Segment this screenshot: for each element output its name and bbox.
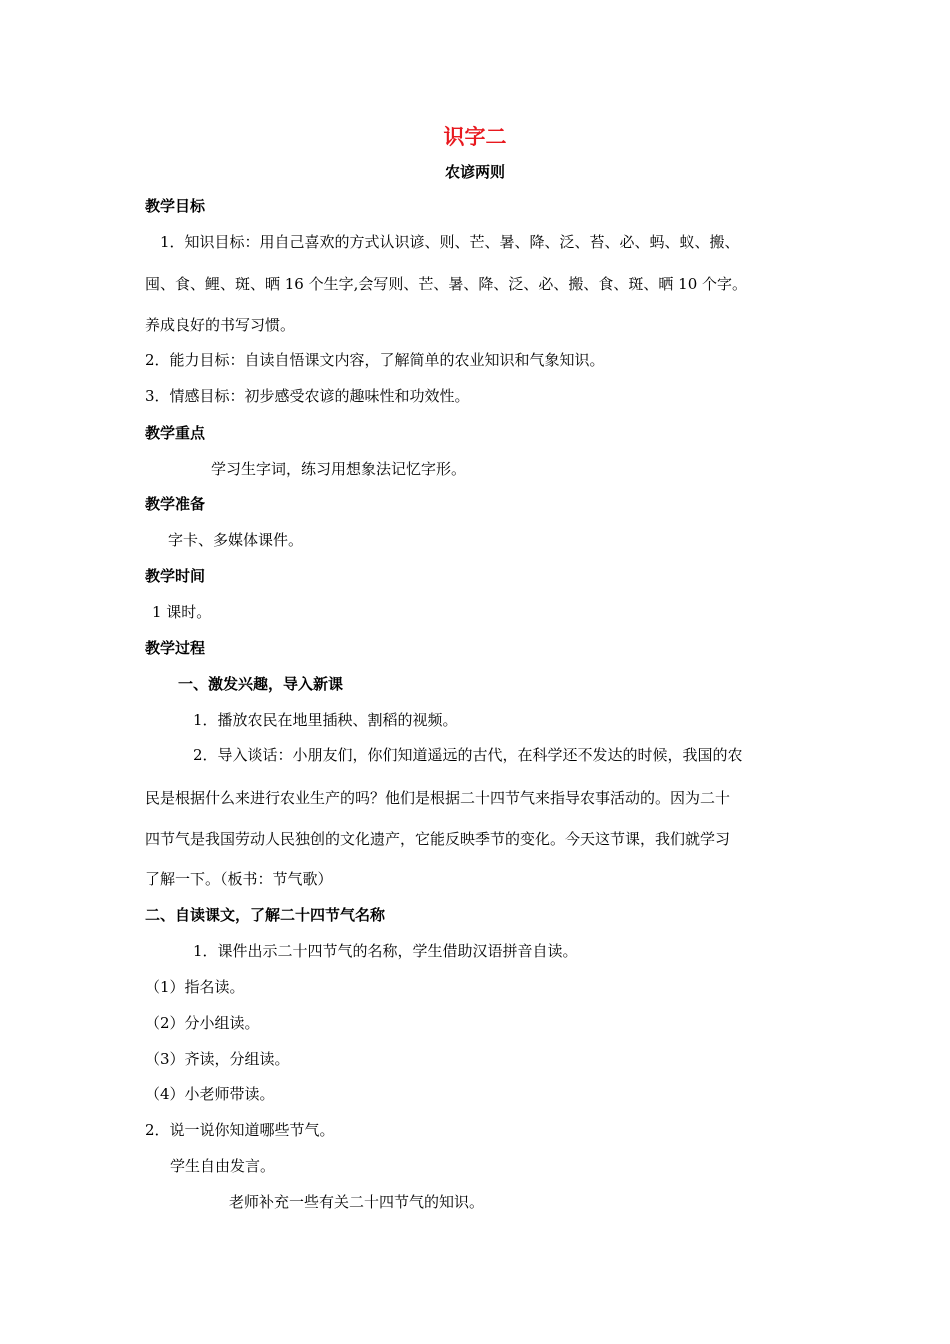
section-heading-goals: 教学目标 (145, 197, 206, 215)
goal-3: 3．情感目标：初步感受农谚的趣味性和功效性。 (145, 387, 470, 405)
step-2-heading: 二、自读课文，了解二十四节气名称 (145, 906, 386, 924)
step-2-sub-3: （3）齐读，分组读。 (145, 1050, 290, 1068)
step-1-item-2-line-2: 民是根据什么来进行农业生产的吗？他们是根据二十四节气来指导农事活动的。因为二十 (145, 789, 731, 807)
section-heading-time: 教学时间 (145, 567, 206, 585)
focus-text: 学习生字词，练习用想象法记忆字形。 (211, 460, 467, 478)
goal-1-line-3: 养成良好的书写习惯。 (145, 316, 296, 334)
step-1-item-2-line-3: 四节气是我国劳动人民独创的文化遗产，它能反映季节的变化。今天这节课，我们就学习 (145, 830, 731, 848)
time-text: 1 课时。 (152, 603, 212, 621)
step-1-heading: 一、激发兴趣，导入新课 (178, 675, 344, 693)
step-2-sub-4: （4）小老师带读。 (145, 1085, 275, 1103)
step-1-item-2-line-1: 2．导入谈话：小朋友们，你们知道遥远的古代，在科学还不发达的时候，我国的农 (193, 746, 743, 764)
section-heading-prep: 教学准备 (145, 495, 206, 513)
step-2-item-1: 1．课件出示二十四节气的名称，学生借助汉语拼音自读。 (193, 942, 578, 960)
goal-1-line-2: 囤、食、鲤、斑、晒 16 个生字,会写则、芒、暑、降、泛、必、搬、食、斑、晒 10 个字。 (145, 275, 748, 293)
step-2-sub-2: （2）分小组读。 (145, 1014, 260, 1032)
prep-text: 字卡、多媒体课件。 (168, 531, 304, 549)
document-title: 识字二 (443, 125, 507, 149)
step-1-item-1: 1．播放农民在地里插秧、割稻的视频。 (193, 711, 458, 729)
goal-1-line-1: 1．知识目标：用自己喜欢的方式认识谚、则、芒、暑、降、泛、苔、必、蚂、蚁、搬、 (160, 233, 740, 251)
step-2-item-2-a: 学生自由发言。 (170, 1157, 276, 1175)
section-heading-focus: 教学重点 (145, 424, 206, 442)
document-subtitle: 农谚两则 (444, 163, 505, 181)
step-2-sub-1: （1）指名读。 (145, 978, 245, 996)
step-2-item-2: 2．说一说你知道哪些节气。 (145, 1121, 335, 1139)
step-1-item-2-line-4: 了解一下。（板书：节气歌） (145, 870, 333, 888)
section-heading-process: 教学过程 (145, 639, 206, 657)
step-2-item-2-b: 老师补充一些有关二十四节气的知识。 (229, 1193, 485, 1211)
goal-2: 2．能力目标：自读自悟课文内容，了解简单的农业知识和气象知识。 (145, 351, 605, 369)
